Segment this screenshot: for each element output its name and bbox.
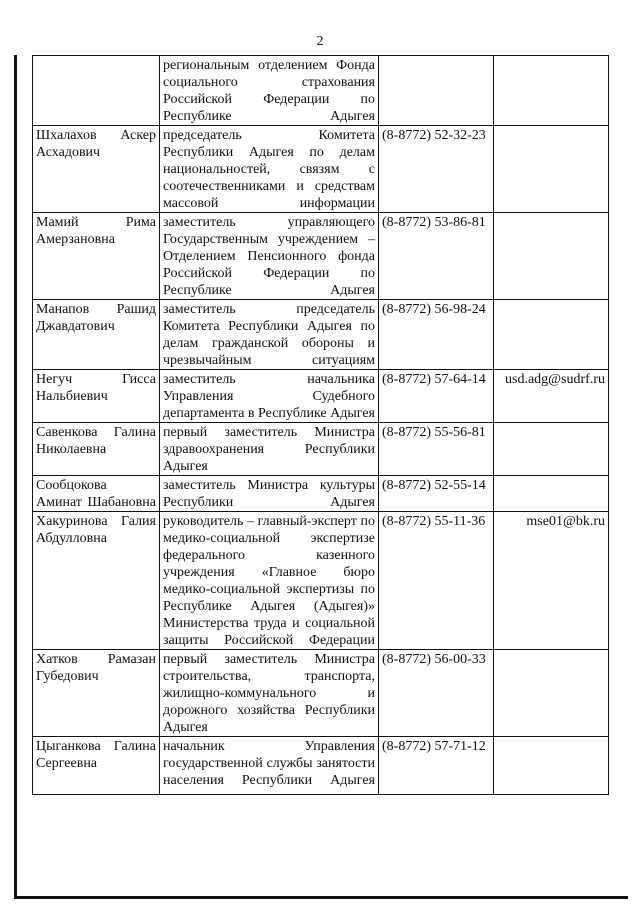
name-cell: Сообцокова Аминат Шабановна [33, 476, 160, 512]
email-cell [494, 476, 609, 512]
position-cell: председатель Комитета Республики Адыгея по делам национальностей, связям с соотечественниками и средствам массовой информации [160, 126, 379, 213]
email-cell [494, 213, 609, 300]
position-cell: заместитель управляющего Государственным учреждением – Отделением Пенсионного фонда Российской Федерации по Республике Адыгея [160, 213, 379, 300]
name-cell: Савенкова Галина Николаевна [33, 423, 160, 476]
phone-cell: (8-8772) 52-55-14 [379, 476, 494, 512]
name-cell [33, 56, 160, 126]
phone-cell: (8-8772) 57-64-14 [379, 370, 494, 423]
email-cell [494, 126, 609, 213]
table-row [33, 512, 609, 650]
phone-cell: (8-8772) 57-71-12 [379, 737, 494, 795]
position-cell: первый заместитель Министра строительства, транспорта, жилищно-коммунального и дорожного хозяйства Республики Адыгея [160, 650, 379, 737]
table-row [33, 650, 609, 737]
email-cell[interactable]: usd.adg@sudrf.ru [494, 370, 609, 423]
position-cell: заместитель начальника Управления Судебного департамента в Республике Адыгея [160, 370, 379, 423]
phone-cell: (8-8772) 56-98-24 [379, 300, 494, 370]
name-cell: Хатков Рамазан Губедович [33, 650, 160, 737]
table-row [33, 213, 609, 300]
phone-cell: (8-8772) 55-11-36 [379, 512, 494, 650]
email-cell [494, 56, 609, 126]
table-row [33, 300, 609, 370]
email-cell [494, 737, 609, 795]
email-cell [494, 300, 609, 370]
position-cell: заместитель Министра культуры Республики Адыгея [160, 476, 379, 512]
table-row [33, 737, 609, 795]
table-row [33, 56, 609, 126]
name-cell: Шхалахов Аскер Асхадович [33, 126, 160, 213]
email-cell[interactable]: mse01@bk.ru [494, 512, 609, 650]
name-cell: Негуч Гисса Нальбиевич [33, 370, 160, 423]
name-cell: Цыганкова Галина Сергеевна [33, 737, 160, 795]
contact-table [32, 55, 609, 795]
phone-cell [379, 56, 494, 126]
position-cell: региональным отделением Фонда социального страхования Российской Федерации по Республике Адыгея [160, 56, 379, 126]
email-cell [494, 423, 609, 476]
table-row [33, 370, 609, 423]
position-cell: первый заместитель Министра здравоохранения Республики Адыгея [160, 423, 379, 476]
phone-cell: (8-8772) 56-00-33 [379, 650, 494, 737]
name-cell: Манапов Рашид Джавдатович [33, 300, 160, 370]
table-row [33, 423, 609, 476]
position-cell: начальник Управления государственной службы занятости населения Республики Адыгея [160, 737, 379, 795]
phone-cell: (8-8772) 53-86-81 [379, 213, 494, 300]
table-row [33, 126, 609, 213]
phone-cell: (8-8772) 55-56-81 [379, 423, 494, 476]
name-cell: Мамий Рима Амерзановна [33, 213, 160, 300]
position-cell: заместитель председатель Комитета Республики Адыгея по делам гражданской обороны и чрезвычайным ситуациям [160, 300, 379, 370]
phone-cell: (8-8772) 52-32-23 [379, 126, 494, 213]
position-cell: руководитель – главный-эксперт по медико-социальной экспертизе федерального казенного учреждения «Главное бюро медико-социальной экспертизы по Республике Адыгея (Адыгея)» Министерства труда и социальной защиты Российской Федерации [160, 512, 379, 650]
name-cell: Хакуринова Галия Абдулловна [33, 512, 160, 650]
page-number: 2 [316, 34, 324, 49]
email-cell [494, 650, 609, 737]
table-row [33, 476, 609, 512]
